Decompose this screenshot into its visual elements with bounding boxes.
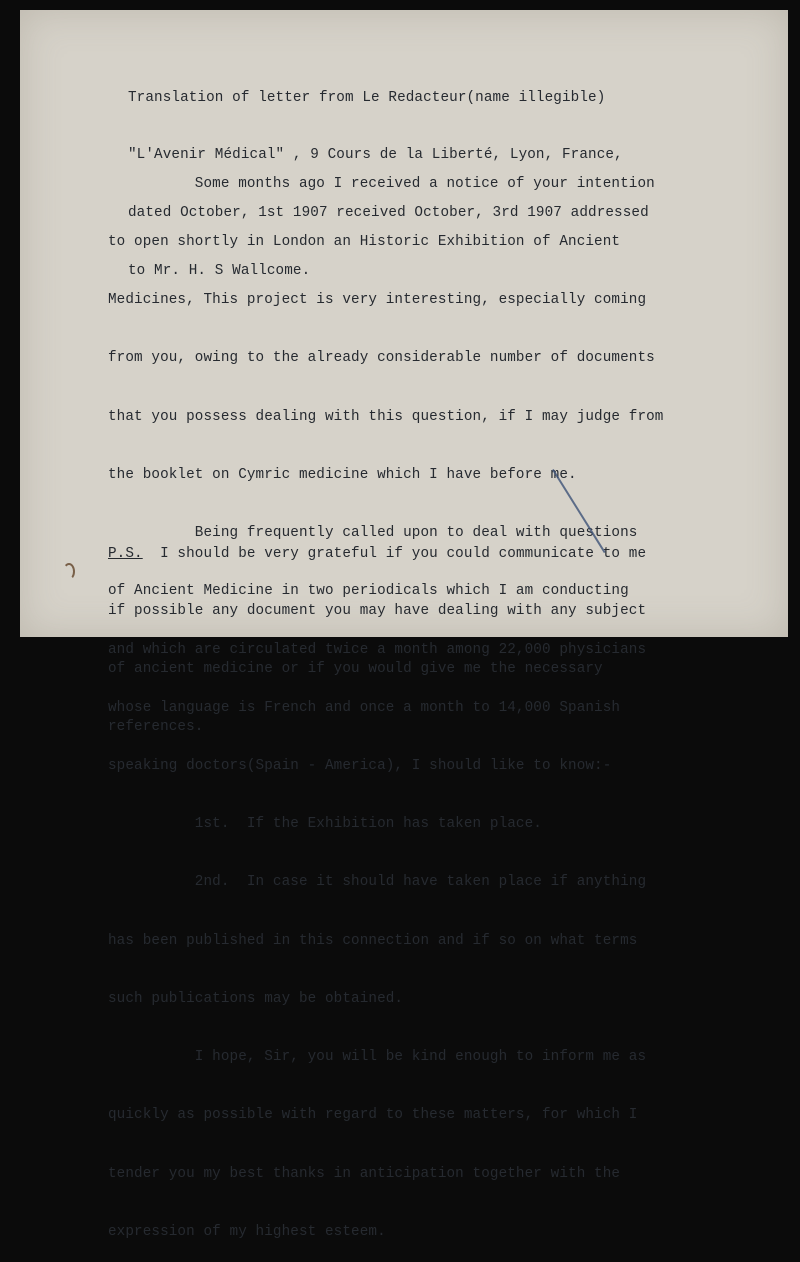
body-line: speaking doctors(Spain - America), I should like to know:- bbox=[108, 758, 612, 774]
ps-line: references. bbox=[108, 719, 204, 736]
body-line: such publications may be obtained. bbox=[108, 990, 404, 1007]
ps-line: of ancient medicine or if you would give me the necessary bbox=[108, 661, 603, 678]
ps-first-line bbox=[108, 545, 646, 564]
body-line: 1st. If the Exhibition has taken place. bbox=[108, 816, 542, 833]
ps-label: P.S. bbox=[108, 545, 143, 562]
body-line: that you possess dealing with this question, if I may judge from bbox=[108, 408, 664, 425]
header-line: "L'Avenir Médical" , 9 Cours de la Liberté, Lyon, France, bbox=[128, 147, 623, 164]
body-line: tender you my best thanks in anticipation together with the bbox=[108, 1165, 621, 1182]
header-line: Translation of letter from Le Redacteur(name illegible) bbox=[128, 89, 606, 106]
body-line: expression of my highest esteem. bbox=[108, 1223, 386, 1240]
body-line: from you, owing to the already considerable number of documents bbox=[108, 350, 655, 367]
body-line: Medicines, This project is very interesting, especially coming bbox=[108, 292, 647, 309]
body-line: to open shortly in London an Historic Exhibition of Ancient bbox=[108, 234, 621, 251]
header-line: to Mr. H. S Wallcome. bbox=[128, 263, 311, 280]
postscript bbox=[108, 506, 646, 757]
body-line: and which are circulated twice a month among 22,000 physicians bbox=[108, 641, 647, 658]
body-line: quickly as possible with regard to these matters, for which I bbox=[108, 1107, 638, 1124]
body-line: I hope, Sir, you will be kind enough to inform me as bbox=[108, 1049, 647, 1066]
body-line: whose language is French and once a month to 14,000 Spanish bbox=[108, 699, 621, 716]
header-line: dated October, 1st 1907 received October, 3rd 1907 addressed bbox=[128, 205, 649, 222]
ps-first-line-text: I should be very grateful if you could communicate to me bbox=[142, 545, 647, 562]
body-line: 2nd. In case it should have taken place if anything bbox=[108, 874, 647, 891]
ps-line: if possible any document you may have dealing with any subject bbox=[108, 603, 647, 620]
body-line: Some months ago I received a notice of your intention bbox=[108, 175, 655, 192]
body-line: Being frequently called upon to deal with questions bbox=[108, 525, 638, 542]
body-line: has been published in this connection and if so on what terms bbox=[108, 932, 638, 949]
body-line: the booklet on Cymric medicine which I have before me. bbox=[108, 466, 577, 483]
body-line: of Ancient Medicine in two periodicals which I am conducting bbox=[108, 583, 629, 600]
margin-ink-mark bbox=[63, 563, 75, 580]
